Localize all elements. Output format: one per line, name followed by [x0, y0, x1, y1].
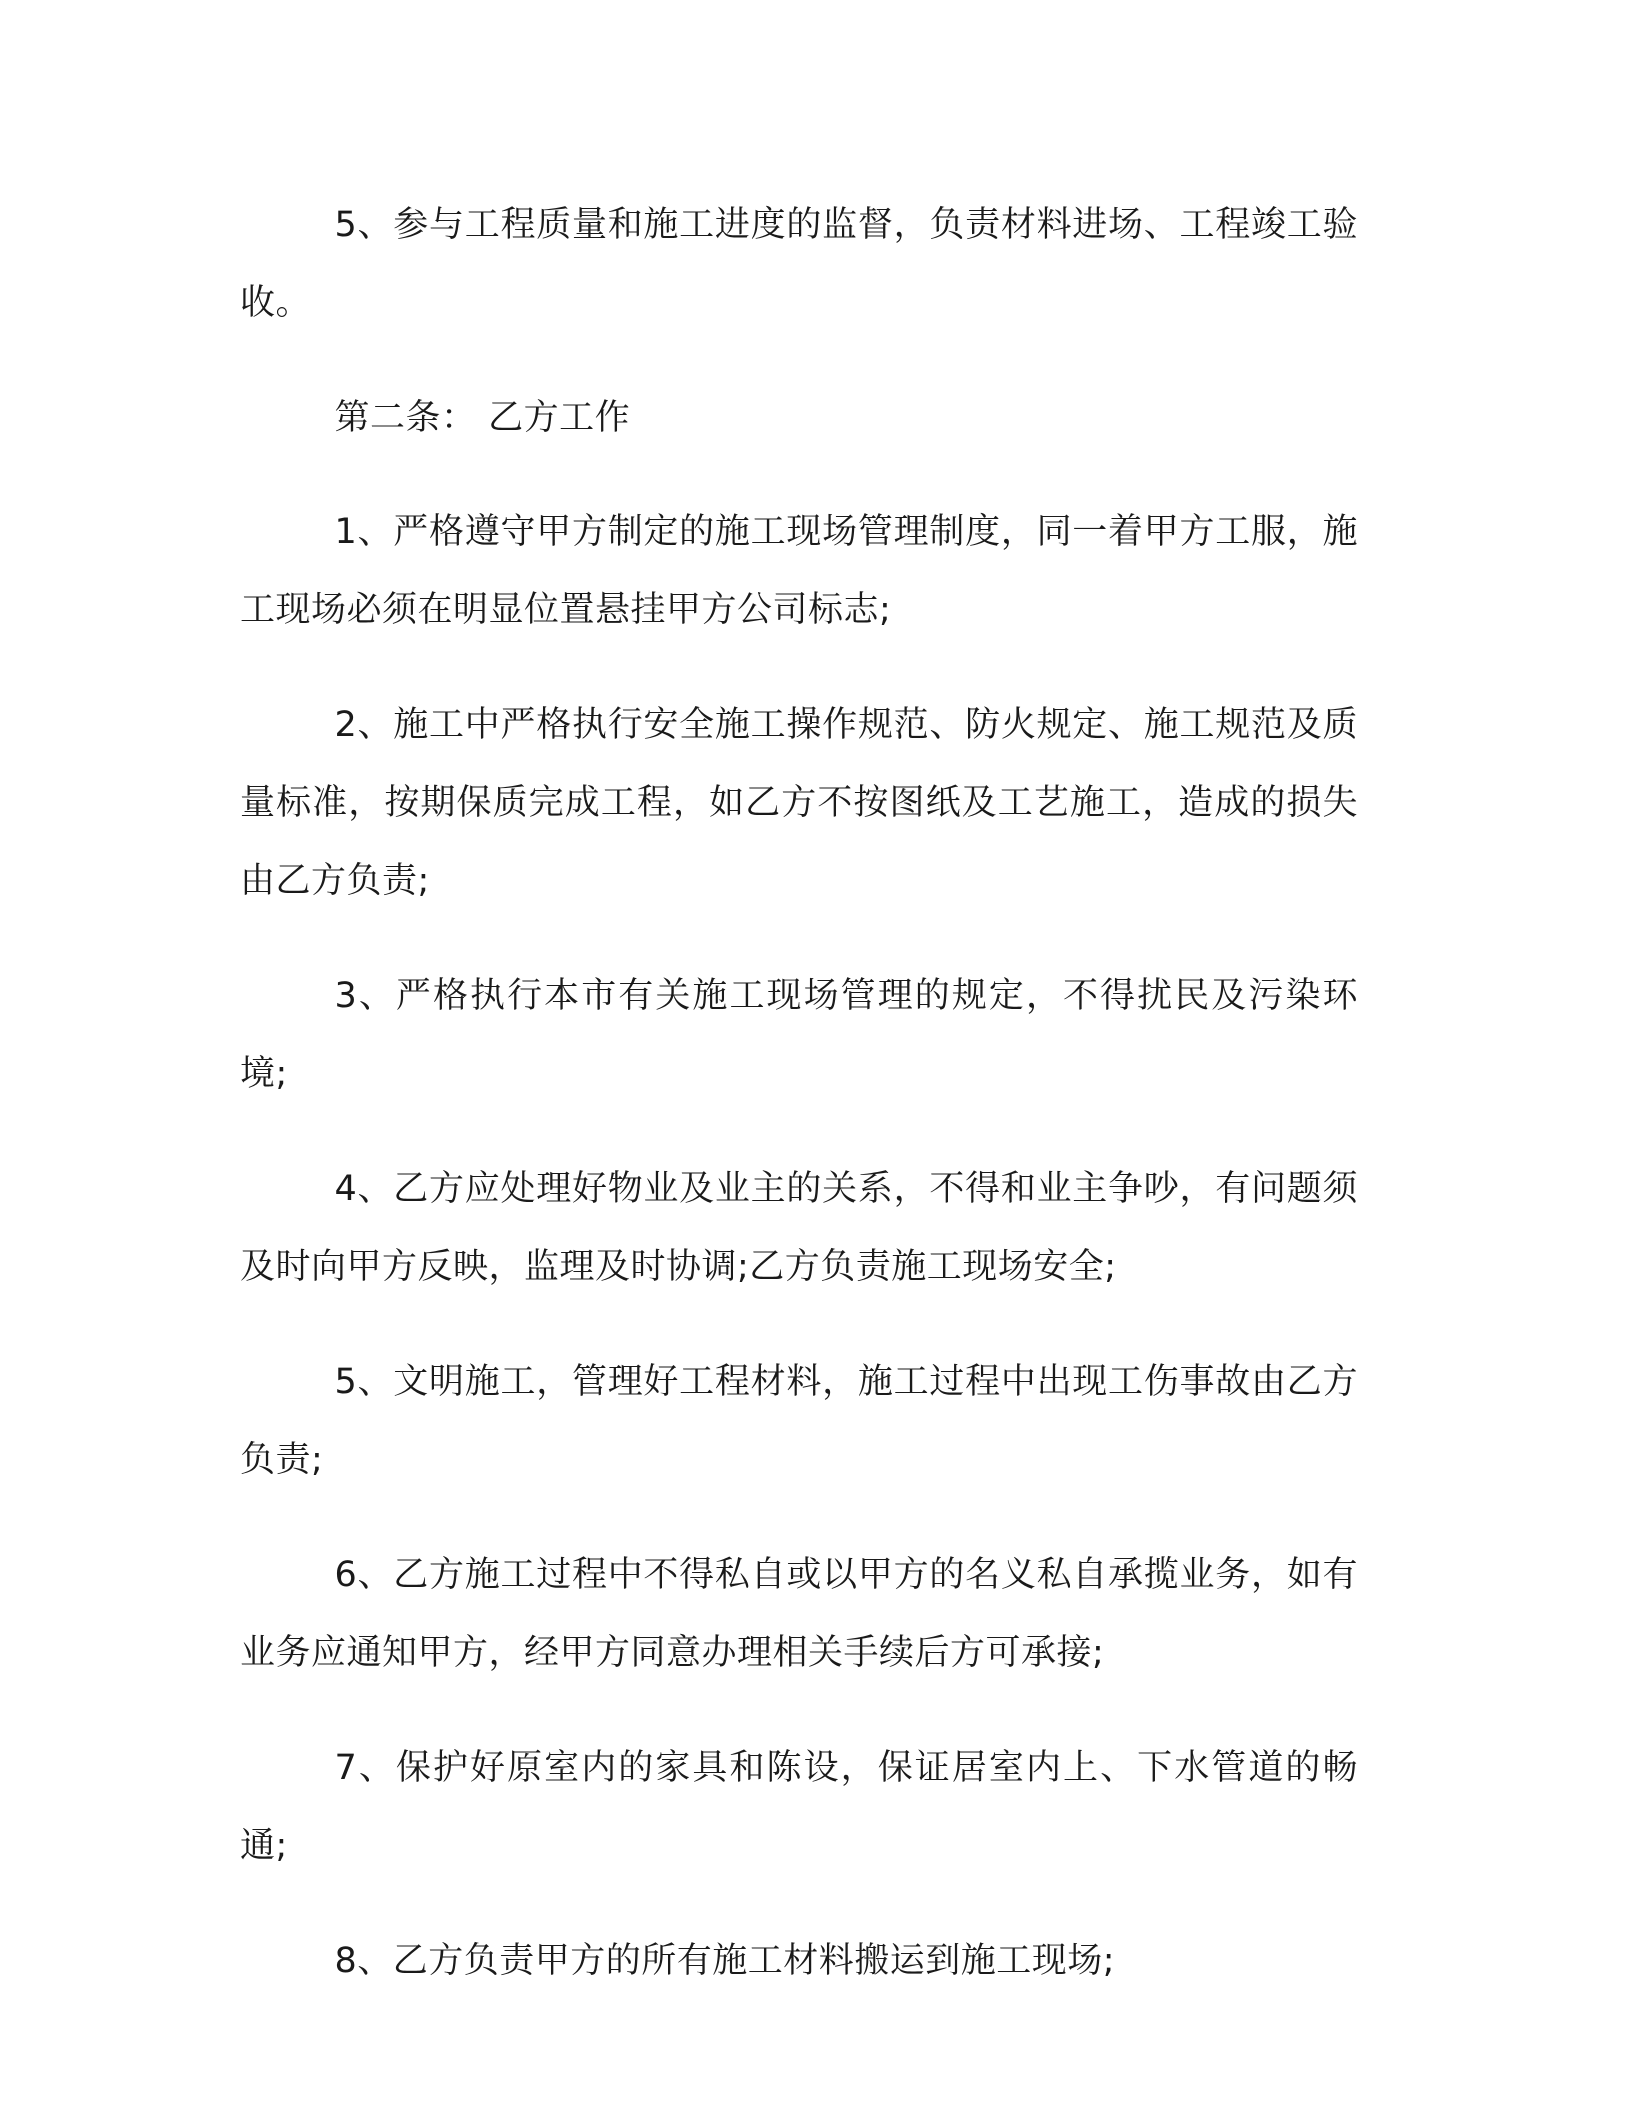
- paragraph-party-b-item-7: 7、保护好原室内的家具和陈设，保证居室内上、下水管道的畅通;: [240, 1748, 1358, 1866]
- section-heading-article-2: 第二条： 乙方工作: [334, 398, 631, 438]
- paragraph-party-b-item-1: 1、严格遵守甲方制定的施工现场管理制度，同一着甲方工服，施工现场必须在明显位置悬挂甲方公司标志;: [240, 512, 1358, 630]
- paragraph-party-b-item-2: 2、施工中严格执行安全施工操作规范、防火规定、施工规范及质量标准，按期保质完成工程，如乙方不按图纸及工艺施工，造成的损失由乙方负责;: [240, 705, 1358, 901]
- paragraph-party-b-item-6: 6、乙方施工过程中不得私自或以甲方的名义私自承揽业务，如有业务应通知甲方，经甲方同意办理相关手续后方可承接;: [240, 1555, 1358, 1673]
- paragraph-party-b-item-5: 5、文明施工，管理好工程材料，施工过程中出现工伤事故由乙方负责;: [240, 1362, 1358, 1480]
- document-body: [240, 186, 1358, 2037]
- paragraph-party-b-item-8: 8、乙方负责甲方的所有施工材料搬运到施工现场;: [334, 1941, 1116, 1981]
- paragraph-party-a-item-5: 5、参与工程质量和施工进度的监督，负责材料进场、工程竣工验收。: [240, 205, 1358, 323]
- paragraph-party-b-item-3: 3、严格执行本市有关施工现场管理的规定，不得扰民及污染环境;: [240, 976, 1358, 1094]
- paragraph-party-b-item-4: 4、乙方应处理好物业及业主的关系，不得和业主争吵，有问题须及时向甲方反映，监理及时协调;乙方负责施工现场安全;: [240, 1169, 1358, 1287]
